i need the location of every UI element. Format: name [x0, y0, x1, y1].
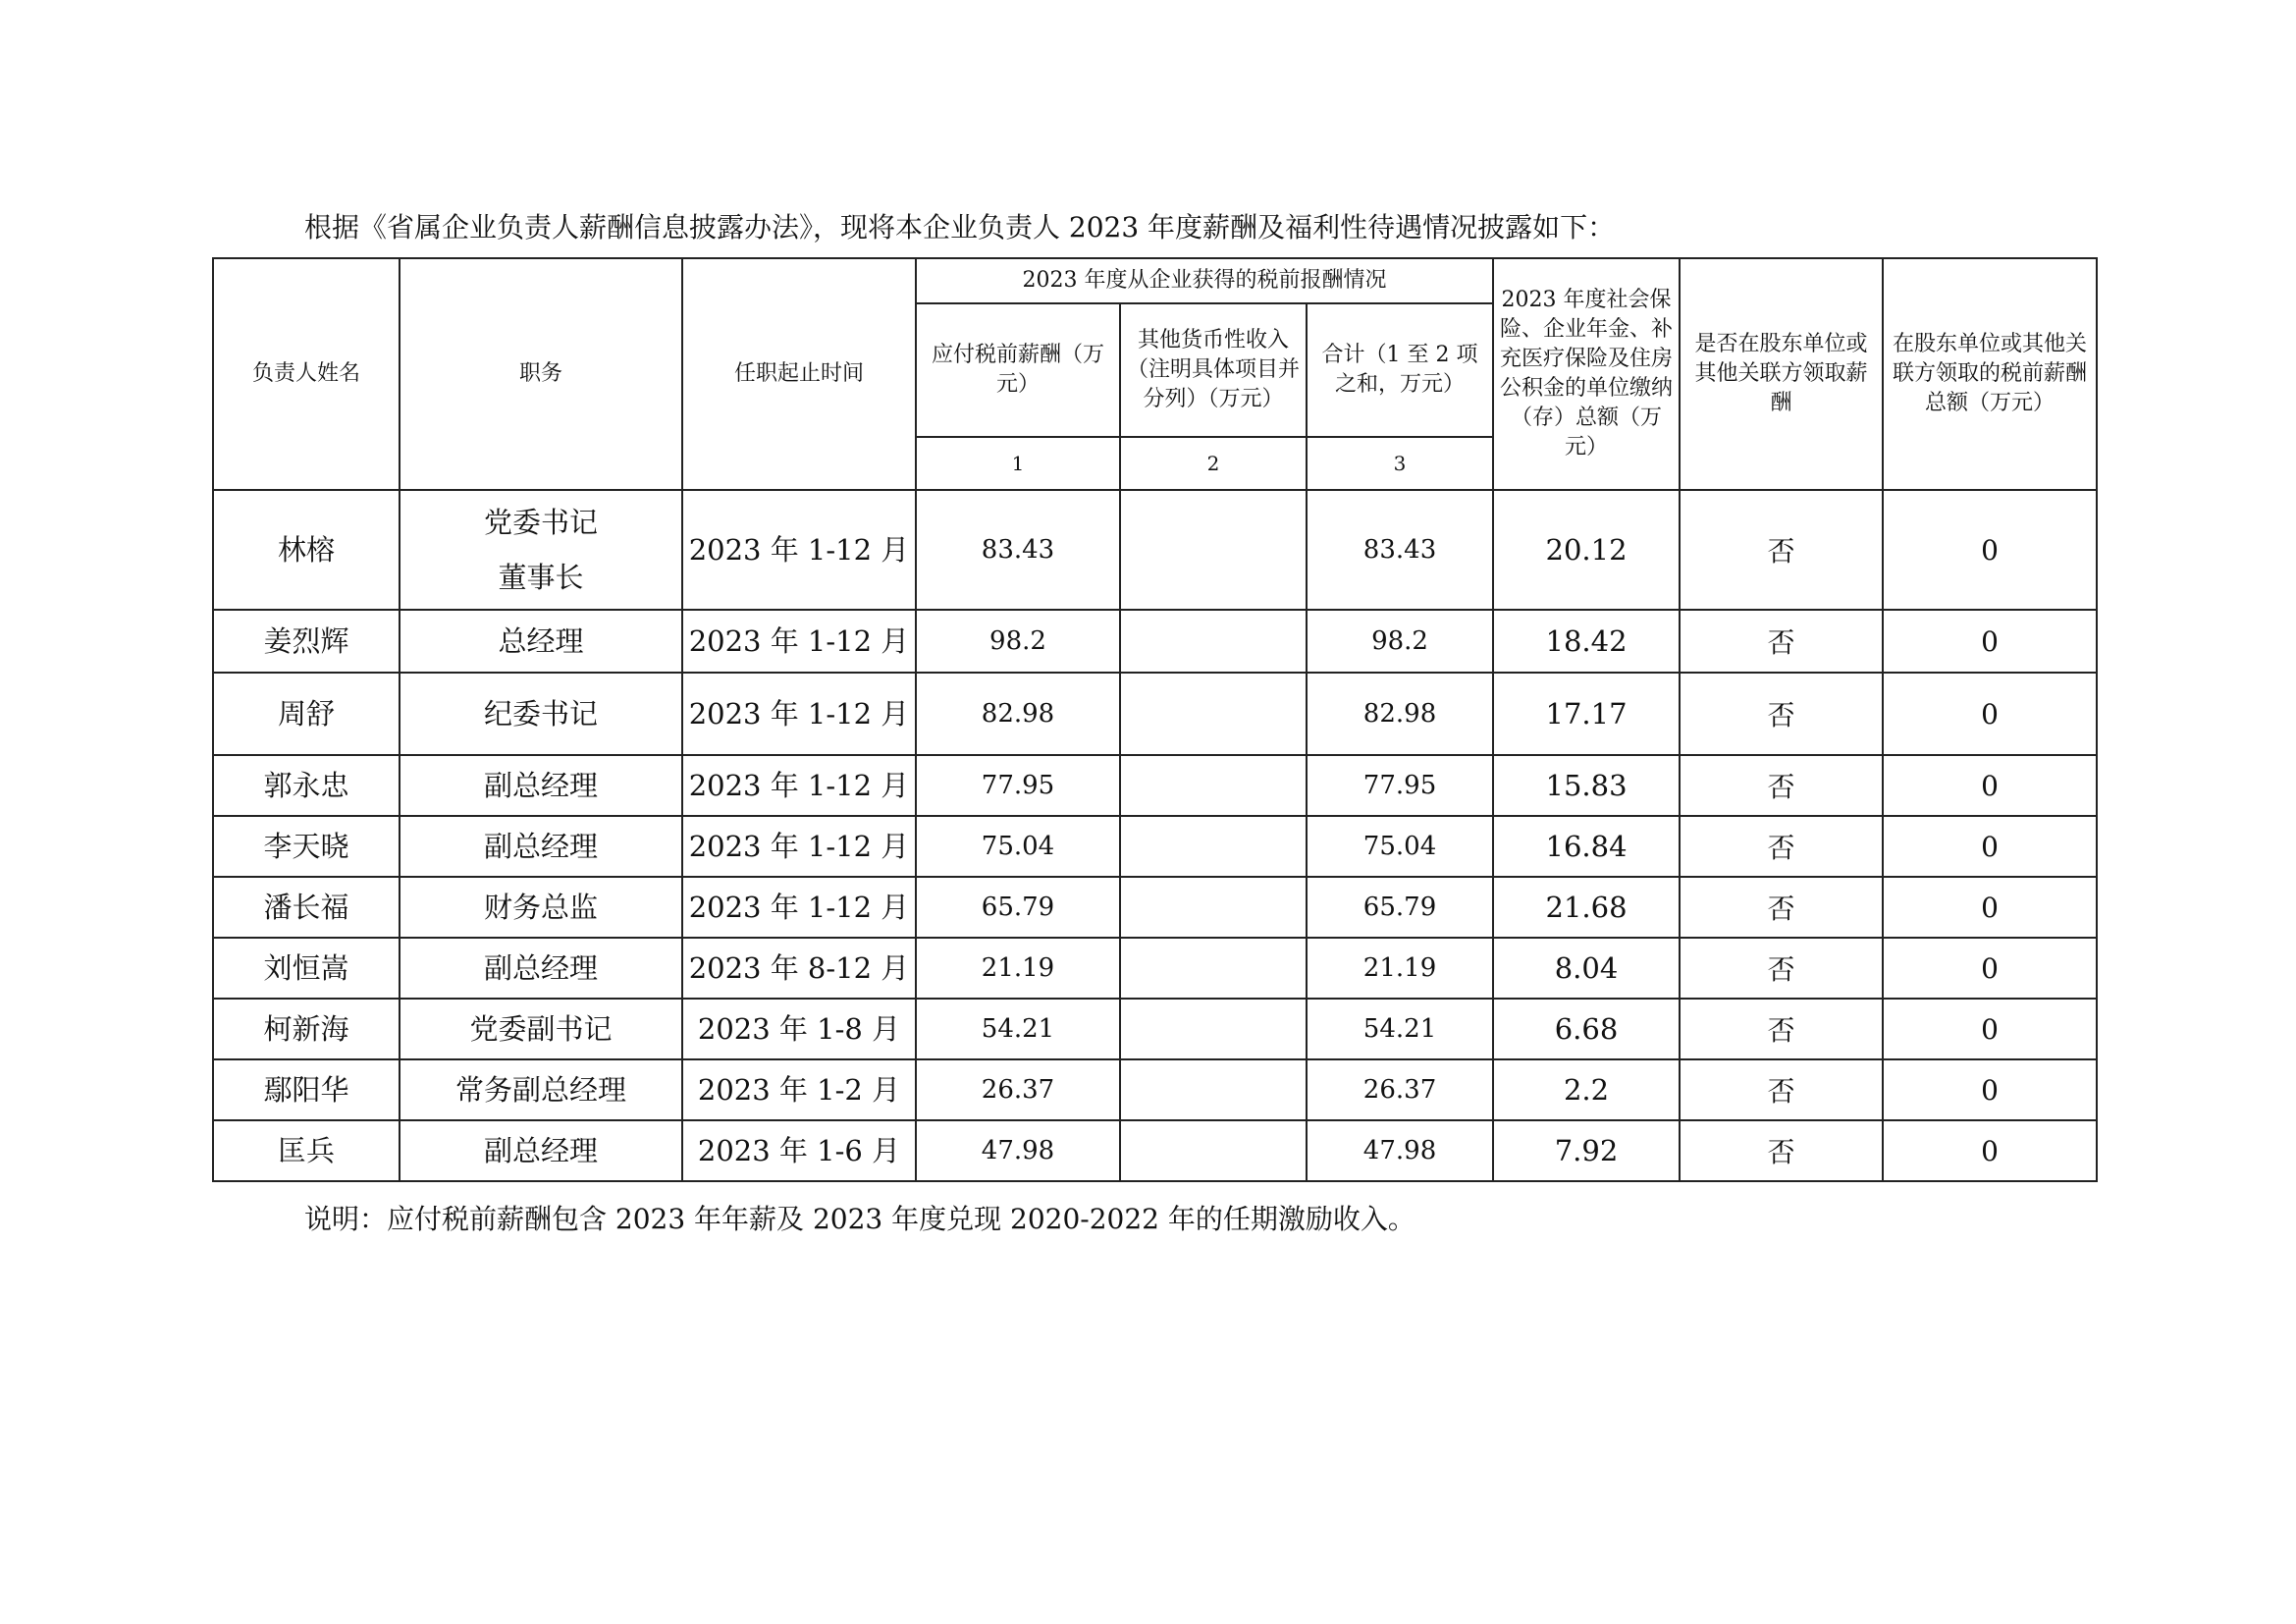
cell-total: 26.37 [1307, 1059, 1493, 1120]
cell-salary: 98.2 [916, 610, 1120, 673]
cell-period: 2023 年 1-8 月 [682, 999, 916, 1059]
cell-shareholder-amount: 0 [1883, 877, 2097, 938]
cell-position: 纪委书记 [400, 673, 682, 755]
cell-name: 匡兵 [213, 1120, 400, 1181]
cell-insurance: 18.42 [1493, 610, 1680, 673]
cell-period: 2023 年 1-12 月 [682, 610, 916, 673]
cell-salary: 47.98 [916, 1120, 1120, 1181]
cell-shareholder: 否 [1680, 938, 1883, 999]
cell-shareholder: 否 [1680, 490, 1883, 610]
header-col-number-2: 2 [1120, 437, 1307, 490]
cell-shareholder-amount: 0 [1883, 755, 2097, 816]
cell-other-income [1120, 1059, 1307, 1120]
header-total: 合计（1 至 2 项之和，万元） [1307, 303, 1493, 437]
cell-name: 姜烈辉 [213, 610, 400, 673]
cell-other-income [1120, 877, 1307, 938]
table-row [213, 816, 2097, 877]
cell-name: 鄢阳华 [213, 1059, 400, 1120]
cell-total: 21.19 [1307, 938, 1493, 999]
table-row [213, 999, 2097, 1059]
cell-shareholder: 否 [1680, 877, 1883, 938]
table-row [213, 610, 2097, 673]
cell-position-line-2: 董事长 [498, 561, 584, 594]
cell-name: 林榕 [213, 490, 400, 610]
header-position: 职务 [400, 258, 682, 490]
table-row [213, 490, 2097, 610]
cell-insurance: 7.92 [1493, 1120, 1680, 1181]
table-row [213, 1059, 2097, 1120]
cell-total: 65.79 [1307, 877, 1493, 938]
cell-total: 82.98 [1307, 673, 1493, 755]
cell-total: 98.2 [1307, 610, 1493, 673]
header-group-pretax: 2023 年度从企业获得的税前报酬情况 [916, 258, 1493, 303]
header-col-number-1: 1 [916, 437, 1120, 490]
cell-shareholder-amount: 0 [1883, 610, 2097, 673]
cell-name: 刘恒嵩 [213, 938, 400, 999]
cell-other-income [1120, 673, 1307, 755]
cell-shareholder: 否 [1680, 610, 1883, 673]
cell-shareholder-amount: 0 [1883, 673, 2097, 755]
cell-period: 2023 年 1-12 月 [682, 816, 916, 877]
cell-period: 2023 年 1-12 月 [682, 490, 916, 610]
cell-shareholder-amount: 0 [1883, 999, 2097, 1059]
cell-insurance: 8.04 [1493, 938, 1680, 999]
cell-period: 2023 年 8-12 月 [682, 938, 916, 999]
cell-other-income [1120, 755, 1307, 816]
table-header [213, 258, 2097, 490]
table-row [213, 938, 2097, 999]
cell-position: 副总经理 [400, 938, 682, 999]
cell-insurance: 17.17 [1493, 673, 1680, 755]
cell-total: 54.21 [1307, 999, 1493, 1059]
cell-insurance: 20.12 [1493, 490, 1680, 610]
cell-other-income [1120, 610, 1307, 673]
table-row [213, 755, 2097, 816]
cell-position: 副总经理 [400, 816, 682, 877]
cell-period: 2023 年 1-6 月 [682, 1120, 916, 1181]
cell-insurance: 2.2 [1493, 1059, 1680, 1120]
cell-insurance: 21.68 [1493, 877, 1680, 938]
header-shareholder-amount: 在股东单位或其他关联方领取的税前薪酬总额（万元） [1883, 258, 2097, 490]
cell-shareholder: 否 [1680, 673, 1883, 755]
cell-position: 总经理 [400, 610, 682, 673]
cell-salary: 65.79 [916, 877, 1120, 938]
table-row [213, 673, 2097, 755]
cell-shareholder-amount: 0 [1883, 1120, 2097, 1181]
cell-position: 副总经理 [400, 755, 682, 816]
cell-salary: 82.98 [916, 673, 1120, 755]
cell-shareholder: 否 [1680, 816, 1883, 877]
cell-other-income [1120, 490, 1307, 610]
cell-shareholder-amount: 0 [1883, 816, 2097, 877]
cell-period: 2023 年 1-2 月 [682, 1059, 916, 1120]
cell-salary: 75.04 [916, 816, 1120, 877]
cell-period: 2023 年 1-12 月 [682, 877, 916, 938]
cell-position: 副总经理 [400, 1120, 682, 1181]
cell-total: 77.95 [1307, 755, 1493, 816]
cell-shareholder-amount: 0 [1883, 1059, 2097, 1120]
cell-salary: 77.95 [916, 755, 1120, 816]
cell-total: 75.04 [1307, 816, 1493, 877]
compensation-table [212, 257, 2098, 1182]
cell-shareholder: 否 [1680, 1059, 1883, 1120]
table-body [213, 490, 2097, 1181]
cell-salary: 21.19 [916, 938, 1120, 999]
table-row [213, 877, 2097, 938]
cell-salary: 83.43 [916, 490, 1120, 610]
cell-other-income [1120, 938, 1307, 999]
cell-position: 常务副总经理 [400, 1059, 682, 1120]
cell-shareholder: 否 [1680, 755, 1883, 816]
cell-shareholder: 否 [1680, 999, 1883, 1059]
cell-total: 47.98 [1307, 1120, 1493, 1181]
intro-paragraph: 根据《省属企业负责人薪酬信息披露办法》，现将本企业负责人 2023 年度薪酬及福利性待遇情况披露如下： [304, 211, 1616, 244]
header-shareholder: 是否在股东单位或其他关联方领取薪酬 [1680, 258, 1883, 490]
cell-shareholder-amount: 0 [1883, 938, 2097, 999]
cell-other-income [1120, 999, 1307, 1059]
cell-period: 2023 年 1-12 月 [682, 755, 916, 816]
cell-insurance: 16.84 [1493, 816, 1680, 877]
header-salary: 应付税前薪酬（万元） [916, 303, 1120, 437]
cell-insurance: 15.83 [1493, 755, 1680, 816]
cell-other-income [1120, 816, 1307, 877]
header-insurance: 2023 年度社会保险、企业年金、补充医疗保险及住房公积金的单位缴纳（存）总额（万元） [1493, 258, 1680, 490]
cell-shareholder: 否 [1680, 1120, 1883, 1181]
cell-name: 周舒 [213, 673, 400, 755]
cell-salary: 26.37 [916, 1059, 1120, 1120]
table-row [213, 1120, 2097, 1181]
cell-shareholder-amount: 0 [1883, 490, 2097, 610]
header-col-number-3: 3 [1307, 437, 1493, 490]
cell-position-line-1: 党委书记 [483, 506, 598, 539]
footnote: 说明：应付税前薪酬包含 2023 年年薪及 2023 年度兑现 2020-2022 年的任期激励收入。 [304, 1203, 1415, 1235]
cell-position [400, 490, 682, 610]
cell-name: 潘长福 [213, 877, 400, 938]
header-period: 任职起止时间 [682, 258, 916, 490]
cell-name: 郭永忠 [213, 755, 400, 816]
cell-position: 财务总监 [400, 877, 682, 938]
cell-name: 李天晓 [213, 816, 400, 877]
cell-period: 2023 年 1-12 月 [682, 673, 916, 755]
cell-name: 柯新海 [213, 999, 400, 1059]
cell-position: 党委副书记 [400, 999, 682, 1059]
cell-other-income [1120, 1120, 1307, 1181]
cell-insurance: 6.68 [1493, 999, 1680, 1059]
header-name: 负责人姓名 [213, 258, 400, 490]
cell-total: 83.43 [1307, 490, 1493, 610]
cell-salary: 54.21 [916, 999, 1120, 1059]
header-other-income: 其他货币性收入（注明具体项目并分列）（万元） [1120, 303, 1307, 437]
